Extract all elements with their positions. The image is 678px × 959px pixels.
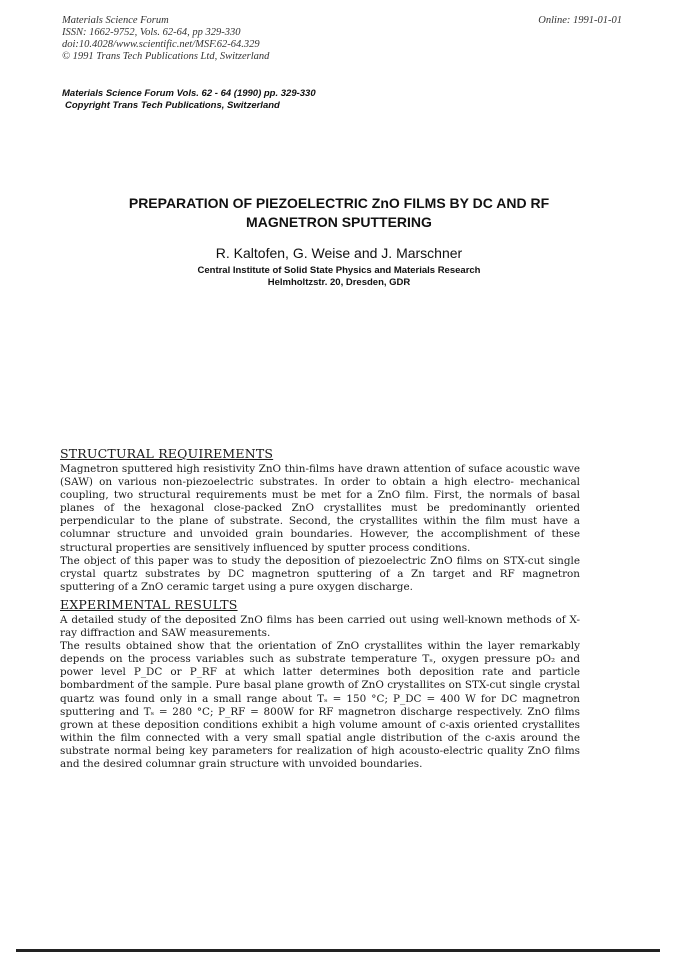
section-heading-structural: STRUCTURAL REQUIREMENTS <box>60 446 274 461</box>
paper-body <box>60 446 580 771</box>
meta-issn: ISSN: 1662-9752, Vols. 62-64, pp 329-330 <box>62 27 241 38</box>
publication-metadata <box>62 15 622 63</box>
meta-journal-name: Materials Science Forum <box>62 15 169 26</box>
body-paragraph: A detailed study of the deposited ZnO films has been carried out using well-known methods of X-ray diffraction and SAW measurements. <box>60 613 580 640</box>
body-paragraph: The results obtained show that the orientation of ZnO crystallites within the layer remarkably depends on the process variables such as substrate temperature Tₛ, oxygen pressure pO₂ and power level P_DC or P_RF at which latter determines both deposition rate and particle bombardment of the sample. Pure basal plane growth of ZnO crystallites on STX-cut single crystal quartz was found only in a small range about Tₛ = 150 °C; P_DC = 400 W for DC magnetron sputtering and Tₛ = 280 °C; P_RF = 800W for RF magnetron discharge respectively. ZnO films grown at these deposition conditions exhibit a high volume amount of c-axis oriented crystallites within the film connected with a very small spatial angle distribution of the c-axis around the substrate normal being key parameters for realization of high acousto-electric quality ZnO films and the desired columnar grain structure with unvoided boundaries. <box>60 640 580 770</box>
affiliation-line-1: Central Institute of Solid State Physics and Materials Research <box>197 265 481 276</box>
affiliation-line-2: Helmholtzstr. 20, Dresden, GDR <box>267 277 411 288</box>
journal-info <box>62 88 316 112</box>
paper-title-line-1: PREPARATION OF PIEZOELECTRIC ZnO FILMS BY DC AND RF <box>128 195 550 211</box>
meta-online-date: Online: 1991-01-01 <box>538 15 622 26</box>
paper-title-line-2: MAGNETRON SPUTTERING <box>246 214 432 230</box>
paper-authors: R. Kaltofen, G. Weise and J. Marschner <box>215 245 463 261</box>
meta-copyright: © 1991 Trans Tech Publications Ltd, Switzerland <box>62 51 270 62</box>
meta-doi: doi:10.4028/www.scientific.net/MSF.62-64.329 <box>62 39 260 50</box>
body-paragraph: The object of this paper was to study the deposition of piezoelectric ZnO films on STX-cut single crystal quartz substrates by DC magnetron sputtering of a Zn target and RF magnetron sputtering of a ZnO ceramic target using a pure oxygen discharge. <box>60 554 580 593</box>
journal-copyright-line: Copyright Trans Tech Publications, Switzerland <box>65 100 280 111</box>
paper-affiliation <box>62 265 616 289</box>
journal-volume-line: Materials Science Forum Vols. 62 - 64 (1990) pp. 329-330 <box>62 88 316 99</box>
footer-rule <box>16 949 660 952</box>
body-paragraph: Magnetron sputtered high resistivity ZnO thin-films have drawn attention of suface acoustic wave (SAW) on various non-piezoelectric substrates. In order to obtain a high electro- mechanical coupling, two structural requirements must be met for a ZnO film. First, the normals of basal planes of the hexagonal close-packed ZnO crystallites must be predominantly oriented perpendicular to the plane of substrate. Second, the crystallites within the film must have a columnar structure and unvoided grain boundaries. However, the accomplishment of these structural properties are sensitively influenced by sputter process conditions. <box>60 463 580 554</box>
paper-title <box>62 194 616 232</box>
section-heading-experimental: EXPERIMENTAL RESULTS <box>60 596 238 612</box>
